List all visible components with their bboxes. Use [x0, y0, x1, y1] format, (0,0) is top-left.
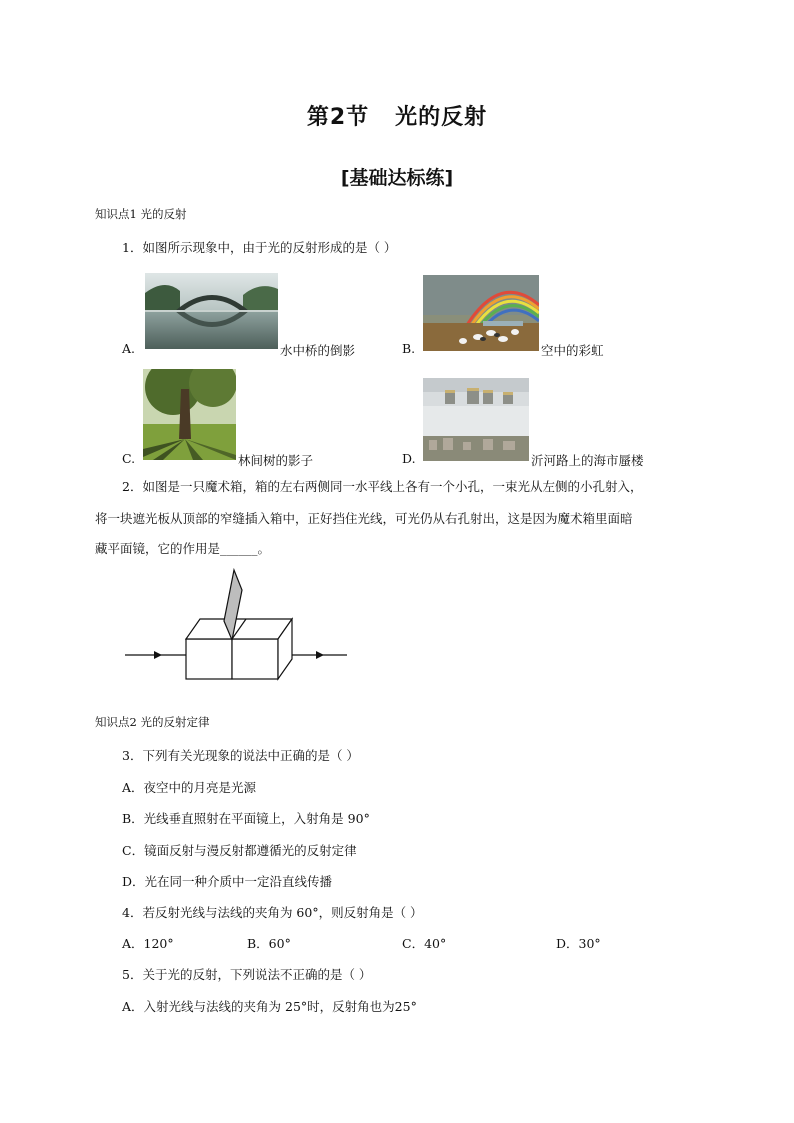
question-2-line-1: 2．如图是一只魔术箱，箱的左右两侧同一水平线上各有一个小孔，一束光从左侧的小孔射入，	[122, 479, 643, 494]
question-1-stem: 1．如图所示现象中，由于光的反射形成的是（ ）	[122, 240, 397, 255]
q5-option-a: A．入射光线与法线的夹角为 25°时，反射角也为25°	[122, 999, 417, 1014]
section-subtitle: [基础达标练]	[340, 167, 454, 189]
q1-option-d-caption: 沂河路上的海市蜃楼	[531, 453, 644, 468]
page-title: 第2节 光的反射	[306, 105, 488, 130]
q3-option-a: A．夜空中的月亮是光源	[122, 780, 257, 795]
q1-option-d-letter: D.	[402, 451, 416, 466]
question-2-line-3: 藏平面镜，它的作用是______。	[95, 541, 271, 556]
question-5-stem: 5．关于光的反射，下列说法不正确的是（ ）	[122, 967, 372, 982]
q1-option-b-caption: 空中的彩虹	[541, 343, 604, 358]
q1-option-c-letter: C.	[122, 451, 136, 466]
q1-option-a-caption: 水中桥的倒影	[280, 343, 356, 358]
knowledge-point-2: 知识点2 光的反射定律	[95, 715, 210, 729]
q1-option-c-caption: 林间树的影子	[238, 453, 314, 468]
question-4-stem: 4．若反射光线与法线的夹角为 60°，则反射角是（ ）	[122, 905, 423, 920]
question-3-stem: 3．下列有关光现象的说法中正确的是（ ）	[122, 748, 359, 763]
question-2-line-2: 将一块遮光板从顶部的窄缝插入箱中，正好挡住光线，可光仍从右孔射出，这是因为魔术箱里面暗	[95, 511, 633, 526]
q4-option-b: B．60°	[247, 936, 291, 951]
q4-option-a: A．120°	[122, 936, 174, 951]
mirage-city-image	[423, 378, 529, 461]
q3-option-b: B．光线垂直照射在平面镜上，入射角是 90°	[122, 811, 370, 826]
bridge-reflection-image	[145, 273, 278, 349]
q1-option-b-letter: B.	[402, 341, 416, 356]
q4-option-c: C．40°	[402, 936, 447, 951]
rainbow-image	[423, 275, 539, 351]
magic-box-diagram	[120, 568, 352, 688]
tree-shadow-image	[143, 369, 236, 460]
q1-option-a-letter: A.	[122, 341, 136, 356]
q4-option-d: D．30°	[556, 936, 601, 951]
q3-option-c: C．镜面反射与漫反射都遵循光的反射定律	[122, 843, 357, 858]
q3-option-d: D．光在同一种介质中一定沿直线传播	[122, 874, 333, 889]
knowledge-point-1: 知识点1 光的反射	[95, 207, 187, 221]
